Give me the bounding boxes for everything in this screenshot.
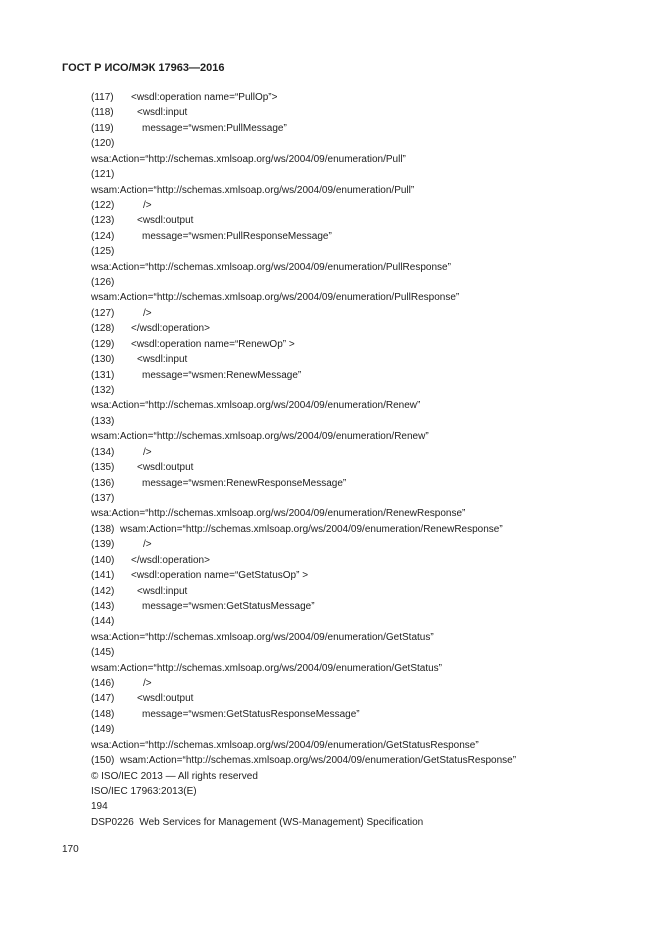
code-line <box>91 121 631 136</box>
code-line <box>91 738 631 753</box>
code-text: message=“wsmen:PullResponseMessage” <box>142 230 332 242</box>
code-text: wsa:Action=“http://schemas.xmlsoap.org/ws/2004/09/enumeration/GetStatus” <box>91 631 434 643</box>
line-number: (121) <box>91 169 115 181</box>
code-line <box>91 136 631 151</box>
code-text: wsa:Action=“http://schemas.xmlsoap.org/ws/2004/09/enumeration/Pull” <box>91 153 406 165</box>
line-number: (118) <box>91 107 114 119</box>
code-line <box>91 105 631 120</box>
source-standard-id: ISO/IEC 17963:2013(E) <box>91 785 197 797</box>
code-text: <wsdl:operation name=“RenewOp” > <box>131 338 295 350</box>
code-line <box>91 383 631 398</box>
code-line <box>91 321 631 336</box>
line-number: (141) <box>91 570 115 582</box>
code-text: wsam:Action=“http://schemas.xmlsoap.org/ws/2004/09/enumeration/GetStatusResponse” <box>120 755 517 767</box>
code-text: </wsdl:operation> <box>131 323 210 335</box>
line-number: (130) <box>91 354 115 366</box>
code-text: message=“wsmen:RenewMessage” <box>142 369 302 381</box>
source-spec-line <box>91 815 631 830</box>
line-number: (140) <box>91 554 115 566</box>
line-number: (139) <box>91 539 115 551</box>
line-number: (127) <box>91 307 115 319</box>
line-number: (146) <box>91 678 115 690</box>
code-text: /> <box>143 678 152 690</box>
code-text: wsa:Action=“http://schemas.xmlsoap.org/ws/2004/09/enumeration/PullResponse” <box>91 261 451 273</box>
code-text: /> <box>143 446 152 458</box>
code-listing <box>91 90 631 830</box>
code-line <box>91 584 631 599</box>
code-line <box>91 275 631 290</box>
code-line <box>91 661 631 676</box>
source-page-line <box>91 799 631 814</box>
code-line <box>91 306 631 321</box>
code-text: /> <box>143 199 152 211</box>
line-number: (144) <box>91 616 115 628</box>
line-number: (133) <box>91 415 115 427</box>
line-number: (126) <box>91 277 115 289</box>
page-header-title: ГОСТ Р ИСО/МЭК 17963—2016 <box>62 62 225 74</box>
line-number: (137) <box>91 492 115 504</box>
code-text: <wsdl:operation name=“PullOp”> <box>131 92 278 103</box>
code-text: wsa:Action=“http://schemas.xmlsoap.org/ws/2004/09/enumeration/Renew” <box>91 400 421 412</box>
code-line <box>91 476 631 491</box>
source-copyright: © ISO/IEC 2013 — All rights reserved <box>91 770 258 782</box>
code-line <box>91 337 631 352</box>
code-line <box>91 537 631 552</box>
code-line <box>91 568 631 583</box>
code-text: wsam:Action=“http://schemas.xmlsoap.org/ws/2004/09/enumeration/RenewResponse” <box>120 523 503 535</box>
code-line <box>91 491 631 506</box>
code-line <box>91 368 631 383</box>
code-line <box>91 183 631 198</box>
line-number: (120) <box>91 138 115 150</box>
code-text: /> <box>143 539 152 551</box>
code-text: <wsdl:input <box>137 354 188 366</box>
code-line <box>91 398 631 413</box>
code-text: message=“wsmen:GetStatusMessage” <box>142 600 315 612</box>
code-line <box>91 460 631 475</box>
code-text: <wsdl:output <box>137 693 194 705</box>
code-line <box>91 722 631 737</box>
code-line <box>91 90 631 105</box>
code-text: message=“wsmen:PullMessage” <box>142 122 287 134</box>
code-line <box>91 152 631 167</box>
code-line <box>91 167 631 182</box>
line-number: (143) <box>91 600 115 612</box>
code-line <box>91 352 631 367</box>
code-line <box>91 645 631 660</box>
code-text: wsam:Action=“http://schemas.xmlsoap.org/ws/2004/09/enumeration/Renew” <box>91 431 429 443</box>
line-number: (135) <box>91 462 115 474</box>
line-number: (149) <box>91 724 115 736</box>
line-number: (136) <box>91 477 115 489</box>
code-text: <wsdl:input <box>137 107 188 119</box>
source-spec-title: DSP0226 Web Services for Management (WS-Management) Specification <box>91 816 424 828</box>
code-text: wsam:Action=“http://schemas.xmlsoap.org/ws/2004/09/enumeration/PullResponse” <box>91 292 460 304</box>
code-line <box>91 429 631 444</box>
code-line <box>91 614 631 629</box>
code-line <box>91 691 631 706</box>
page-number: 170 <box>62 844 79 855</box>
code-line <box>91 506 631 521</box>
code-line <box>91 290 631 305</box>
code-line <box>91 707 631 722</box>
line-number: (124) <box>91 230 115 242</box>
line-number: (129) <box>91 338 115 350</box>
source-page-number: 194 <box>91 801 108 813</box>
code-text: wsa:Action=“http://schemas.xmlsoap.org/ws/2004/09/enumeration/GetStatusResponse” <box>91 739 479 751</box>
source-copyright-line <box>91 769 631 784</box>
code-line <box>91 213 631 228</box>
code-line <box>91 753 631 768</box>
code-line <box>91 244 631 259</box>
code-line <box>91 229 631 244</box>
line-number: (128) <box>91 323 115 335</box>
line-number: (147) <box>91 693 115 705</box>
code-line <box>91 522 631 537</box>
code-line <box>91 676 631 691</box>
code-text: wsam:Action=“http://schemas.xmlsoap.org/ws/2004/09/enumeration/Pull” <box>91 184 415 196</box>
line-number: (122) <box>91 199 115 211</box>
line-number: (150) <box>91 755 115 767</box>
line-number: (132) <box>91 385 115 397</box>
code-text: <wsdl:operation name=“GetStatusOp” > <box>131 570 309 582</box>
code-line <box>91 599 631 614</box>
code-text: /> <box>143 307 152 319</box>
line-number: (117) <box>91 92 114 103</box>
line-number: (123) <box>91 215 115 227</box>
code-line <box>91 414 631 429</box>
line-number: (134) <box>91 446 115 458</box>
line-number: (138) <box>91 523 115 535</box>
code-line <box>91 445 631 460</box>
code-text: message=“wsmen:GetStatusResponseMessage” <box>142 708 360 720</box>
code-line <box>91 260 631 275</box>
code-line <box>91 198 631 213</box>
line-number: (119) <box>91 122 114 134</box>
code-text: message=“wsmen:RenewResponseMessage” <box>142 477 347 489</box>
line-number: (125) <box>91 246 115 258</box>
line-number: (148) <box>91 708 115 720</box>
code-text: wsam:Action=“http://schemas.xmlsoap.org/ws/2004/09/enumeration/GetStatus” <box>91 662 443 674</box>
line-number: (131) <box>91 369 115 381</box>
code-line <box>91 553 631 568</box>
code-text: wsa:Action=“http://schemas.xmlsoap.org/ws/2004/09/enumeration/RenewResponse” <box>91 508 466 520</box>
code-text: <wsdl:output <box>137 215 194 227</box>
source-standard-line <box>91 784 631 799</box>
code-text: </wsdl:operation> <box>131 554 210 566</box>
code-text: <wsdl:output <box>137 462 194 474</box>
code-text: <wsdl:input <box>137 585 188 597</box>
line-number: (145) <box>91 647 115 659</box>
line-number: (142) <box>91 585 115 597</box>
code-line <box>91 630 631 645</box>
